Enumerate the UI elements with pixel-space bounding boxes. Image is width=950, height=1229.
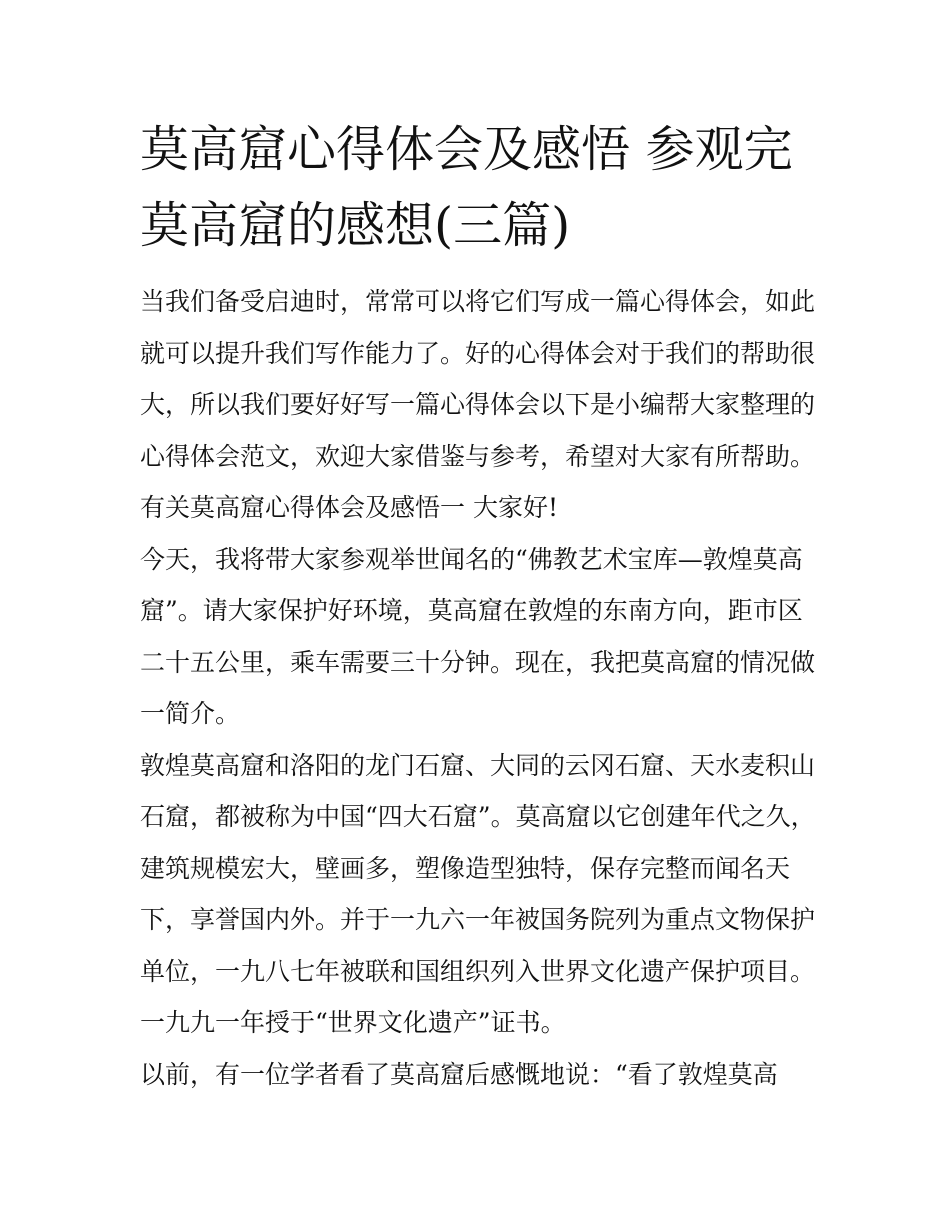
title-line-2: 莫高窟的感想(三篇) (140, 197, 571, 254)
body-line: 当我们备受启迪时，常常可以将它们写成一篇心得体会，如此 (140, 287, 816, 316)
body-line: 就可以提升我们写作能力了。好的心得体会对于我们的帮助很 (140, 338, 816, 368)
body-line: 二十五公里，乘车需要三十分钟。现在，我把莫高窟的情况做 (140, 647, 816, 677)
body-line: 下，享誉国内外。并于一九六一年被国务院列为重点文物保护 (140, 905, 816, 934)
body-line: 石窟，都被称为中国“四大石窟”。莫高窟以它创建年代之久， (140, 802, 816, 831)
title-line-1: 莫高窟心得体会及感悟 参观完 (140, 121, 793, 178)
body-line: 今天，我将带大家参观举世闻名的“佛教艺术宝库—敦煌莫高 (140, 544, 803, 574)
body-line: 建筑规模宏大，壁画多，塑像造型独特，保存完整而闻名天 (140, 853, 791, 883)
body-line: 以前，有一位学者看了莫高窟后感慨地说：“看了敦煌莫高 (140, 1059, 778, 1089)
body-line: 单位，一九八七年被联和国组织列入世界文化遗产保护项目。 (140, 956, 816, 986)
body-line: 有关莫高窟心得体会及感悟一 大家好! (140, 493, 558, 522)
body-line: 窟”。请大家保护好环境，莫高窟在敦煌的东南方向，距市区 (140, 596, 803, 625)
document-body (140, 276, 820, 1100)
body-line: 大，所以我们要好好写一篇心得体会以下是小编帮大家整理的 (140, 390, 816, 419)
body-line: 心得体会范文，欢迎大家借鉴与参考，希望对大家有所帮助。 (140, 441, 816, 471)
document-title (140, 112, 820, 264)
body-line: 敦煌莫高窟和洛阳的龙门石窟、大同的云冈石窟、天水麦积山 (140, 750, 816, 780)
body-line: 一九九一年授于“世界文化遗产”证书。 (140, 1008, 566, 1037)
body-line: 一简介。 (140, 699, 241, 728)
